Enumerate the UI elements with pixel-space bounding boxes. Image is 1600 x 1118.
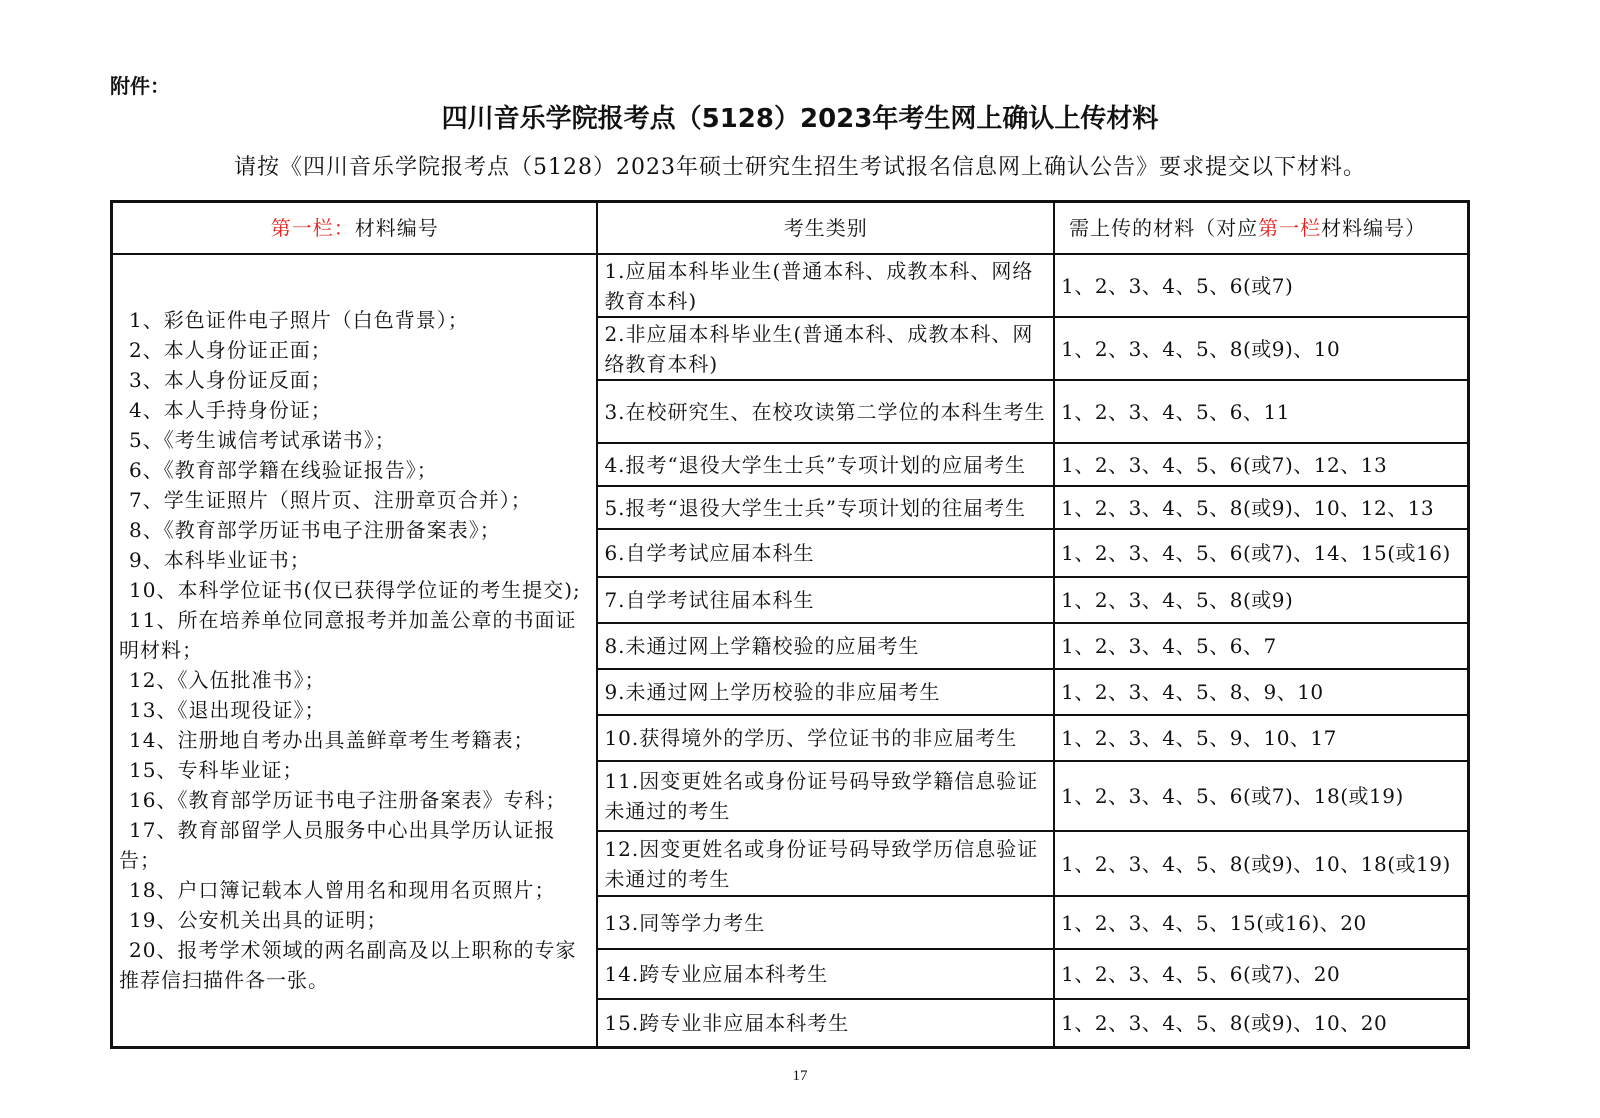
material-item-13: 13、《退出现役证》； [129,698,326,723]
material-item-18: 18、户口簿记载本人曾用名和现用名页照片； [129,878,556,903]
material-item-14: 14、注册地自考办出具盖鲜章考生考籍表； [129,728,535,753]
category-cell: 1.应届本科毕业生(普通本科、成教本科、网络教育本科) [597,254,1054,317]
material-item-4: 4、本人手持身份证； [129,398,332,423]
required-cell: 1、2、3、4、5、8(或9)、10 [1054,317,1468,380]
required-cell: 1、2、3、4、5、6、11 [1054,380,1468,443]
material-item-6: 6、《教育部学籍在线验证报告》； [129,458,438,483]
required-cell: 1、2、3、4、5、8(或9)、10、20 [1054,999,1468,1047]
category-cell: 6.自学考试应届本科生 [597,529,1054,577]
material-item-20: 20、报考学术领域的两名副高及以上职称的专家推荐信扫描件各一张。 [119,938,577,993]
required-cell: 1、2、3、4、5、6(或7)、20 [1054,949,1468,999]
category-cell: 8.未通过网上学籍校验的应届考生 [597,623,1054,669]
required-cell: 1、2、3、4、5、8(或9)、10、12、13 [1054,486,1468,529]
header-col3-pre: 需上传的材料（对应 [1069,216,1259,240]
material-item-1: 1、彩色证件电子照片（白色背景）； [129,308,469,333]
materials-table [110,200,1470,1049]
materials-list [112,254,598,1047]
header-category: 考生类别 [597,202,1054,255]
material-item-19: 19、公安机关出具的证明； [129,908,388,933]
document-subtitle: 请按《四川音乐学院报考点（5128）2023年硕士研究生招生考试报名信息网上确认公告》要求提交以下材料。 [234,155,1366,180]
category-cell: 9.未通过网上学历校验的非应届考生 [597,669,1054,715]
category-cell: 14.跨专业应届本科考生 [597,949,1054,999]
material-item-7: 7、学生证照片（照片页、注册章页合并）； [129,488,532,513]
required-cell: 1、2、3、4、5、8(或9)、10、18(或19) [1054,831,1468,896]
required-cell: 1、2、3、4、5、6、7 [1054,623,1468,669]
category-cell: 2.非应届本科毕业生(普通本科、成教本科、网络教育本科) [597,317,1054,380]
document-title: 四川音乐学院报考点（5128）2023年考生网上确认上传材料 [441,104,1159,134]
header-col3-red: 第一栏 [1258,216,1322,240]
required-cell: 1、2、3、4、5、6(或7) [1054,254,1468,317]
category-cell: 4.报考“退役大学生士兵”专项计划的应届考生 [597,443,1054,486]
material-item-9: 9、本科毕业证书； [129,548,311,573]
required-cell: 1、2、3、4、5、8、9、10 [1054,669,1468,715]
material-item-12: 12、《入伍批准书》； [129,668,326,693]
required-cell: 1、2、3、4、5、15(或16)、20 [1054,896,1468,949]
required-cell: 1、2、3、4、5、8(或9) [1054,577,1468,623]
material-item-10: 10、本科学位证书(仅已获得学位证的考生提交); [129,578,581,603]
category-cell: 10.获得境外的学历、学位证书的非应届考生 [597,715,1054,761]
page-number: 17 [792,1068,808,1084]
header-col1-text: 材料编号 [354,216,439,240]
table-header-row [112,202,1469,255]
material-item-15: 15、专科毕业证； [129,758,304,783]
material-item-11: 11、所在培养单位同意报考并加盖公章的书面证明材料； [119,608,577,663]
category-cell: 7.自学考试往届本科生 [597,577,1054,623]
material-item-2: 2、本人身份证正面； [129,338,332,363]
category-cell: 11.因变更姓名或身份证号码导致学籍信息验证未通过的考生 [597,761,1054,831]
header-col1-red: 第一栏： [270,216,355,240]
required-cell: 1、2、3、4、5、6(或7)、14、15(或16) [1054,529,1468,577]
attachment-label: 附件： [110,74,170,98]
material-item-17: 17、教育部留学人员服务中心出具学历认证报告； [119,818,556,873]
header-material-number [112,202,598,255]
header-required-materials [1054,202,1468,255]
material-item-16: 16、《教育部学历证书电子注册备案表》专科； [129,788,567,813]
required-cell: 1、2、3、4、5、9、10、17 [1054,715,1468,761]
category-cell: 5.报考“退役大学生士兵”专项计划的往届考生 [597,486,1054,529]
required-cell: 1、2、3、4、5、6(或7)、12、13 [1054,443,1468,486]
required-cell: 1、2、3、4、5、6(或7)、18(或19) [1054,761,1468,831]
category-cell: 12.因变更姓名或身份证号码导致学历信息验证未通过的考生 [597,831,1054,896]
category-cell: 15.跨专业非应届本科考生 [597,999,1054,1047]
material-item-5: 5、《考生诚信考试承诺书》； [129,428,396,453]
material-item-3: 3、本人身份证反面； [129,368,332,393]
category-cell: 3.在校研究生、在校攻读第二学位的本科生考生 [597,380,1054,443]
header-col3-post: 材料编号） [1321,216,1427,240]
material-item-8: 8、《教育部学历证书电子注册备案表》； [129,518,501,543]
table-row [112,254,1469,317]
category-cell: 13.同等学力考生 [597,896,1054,949]
